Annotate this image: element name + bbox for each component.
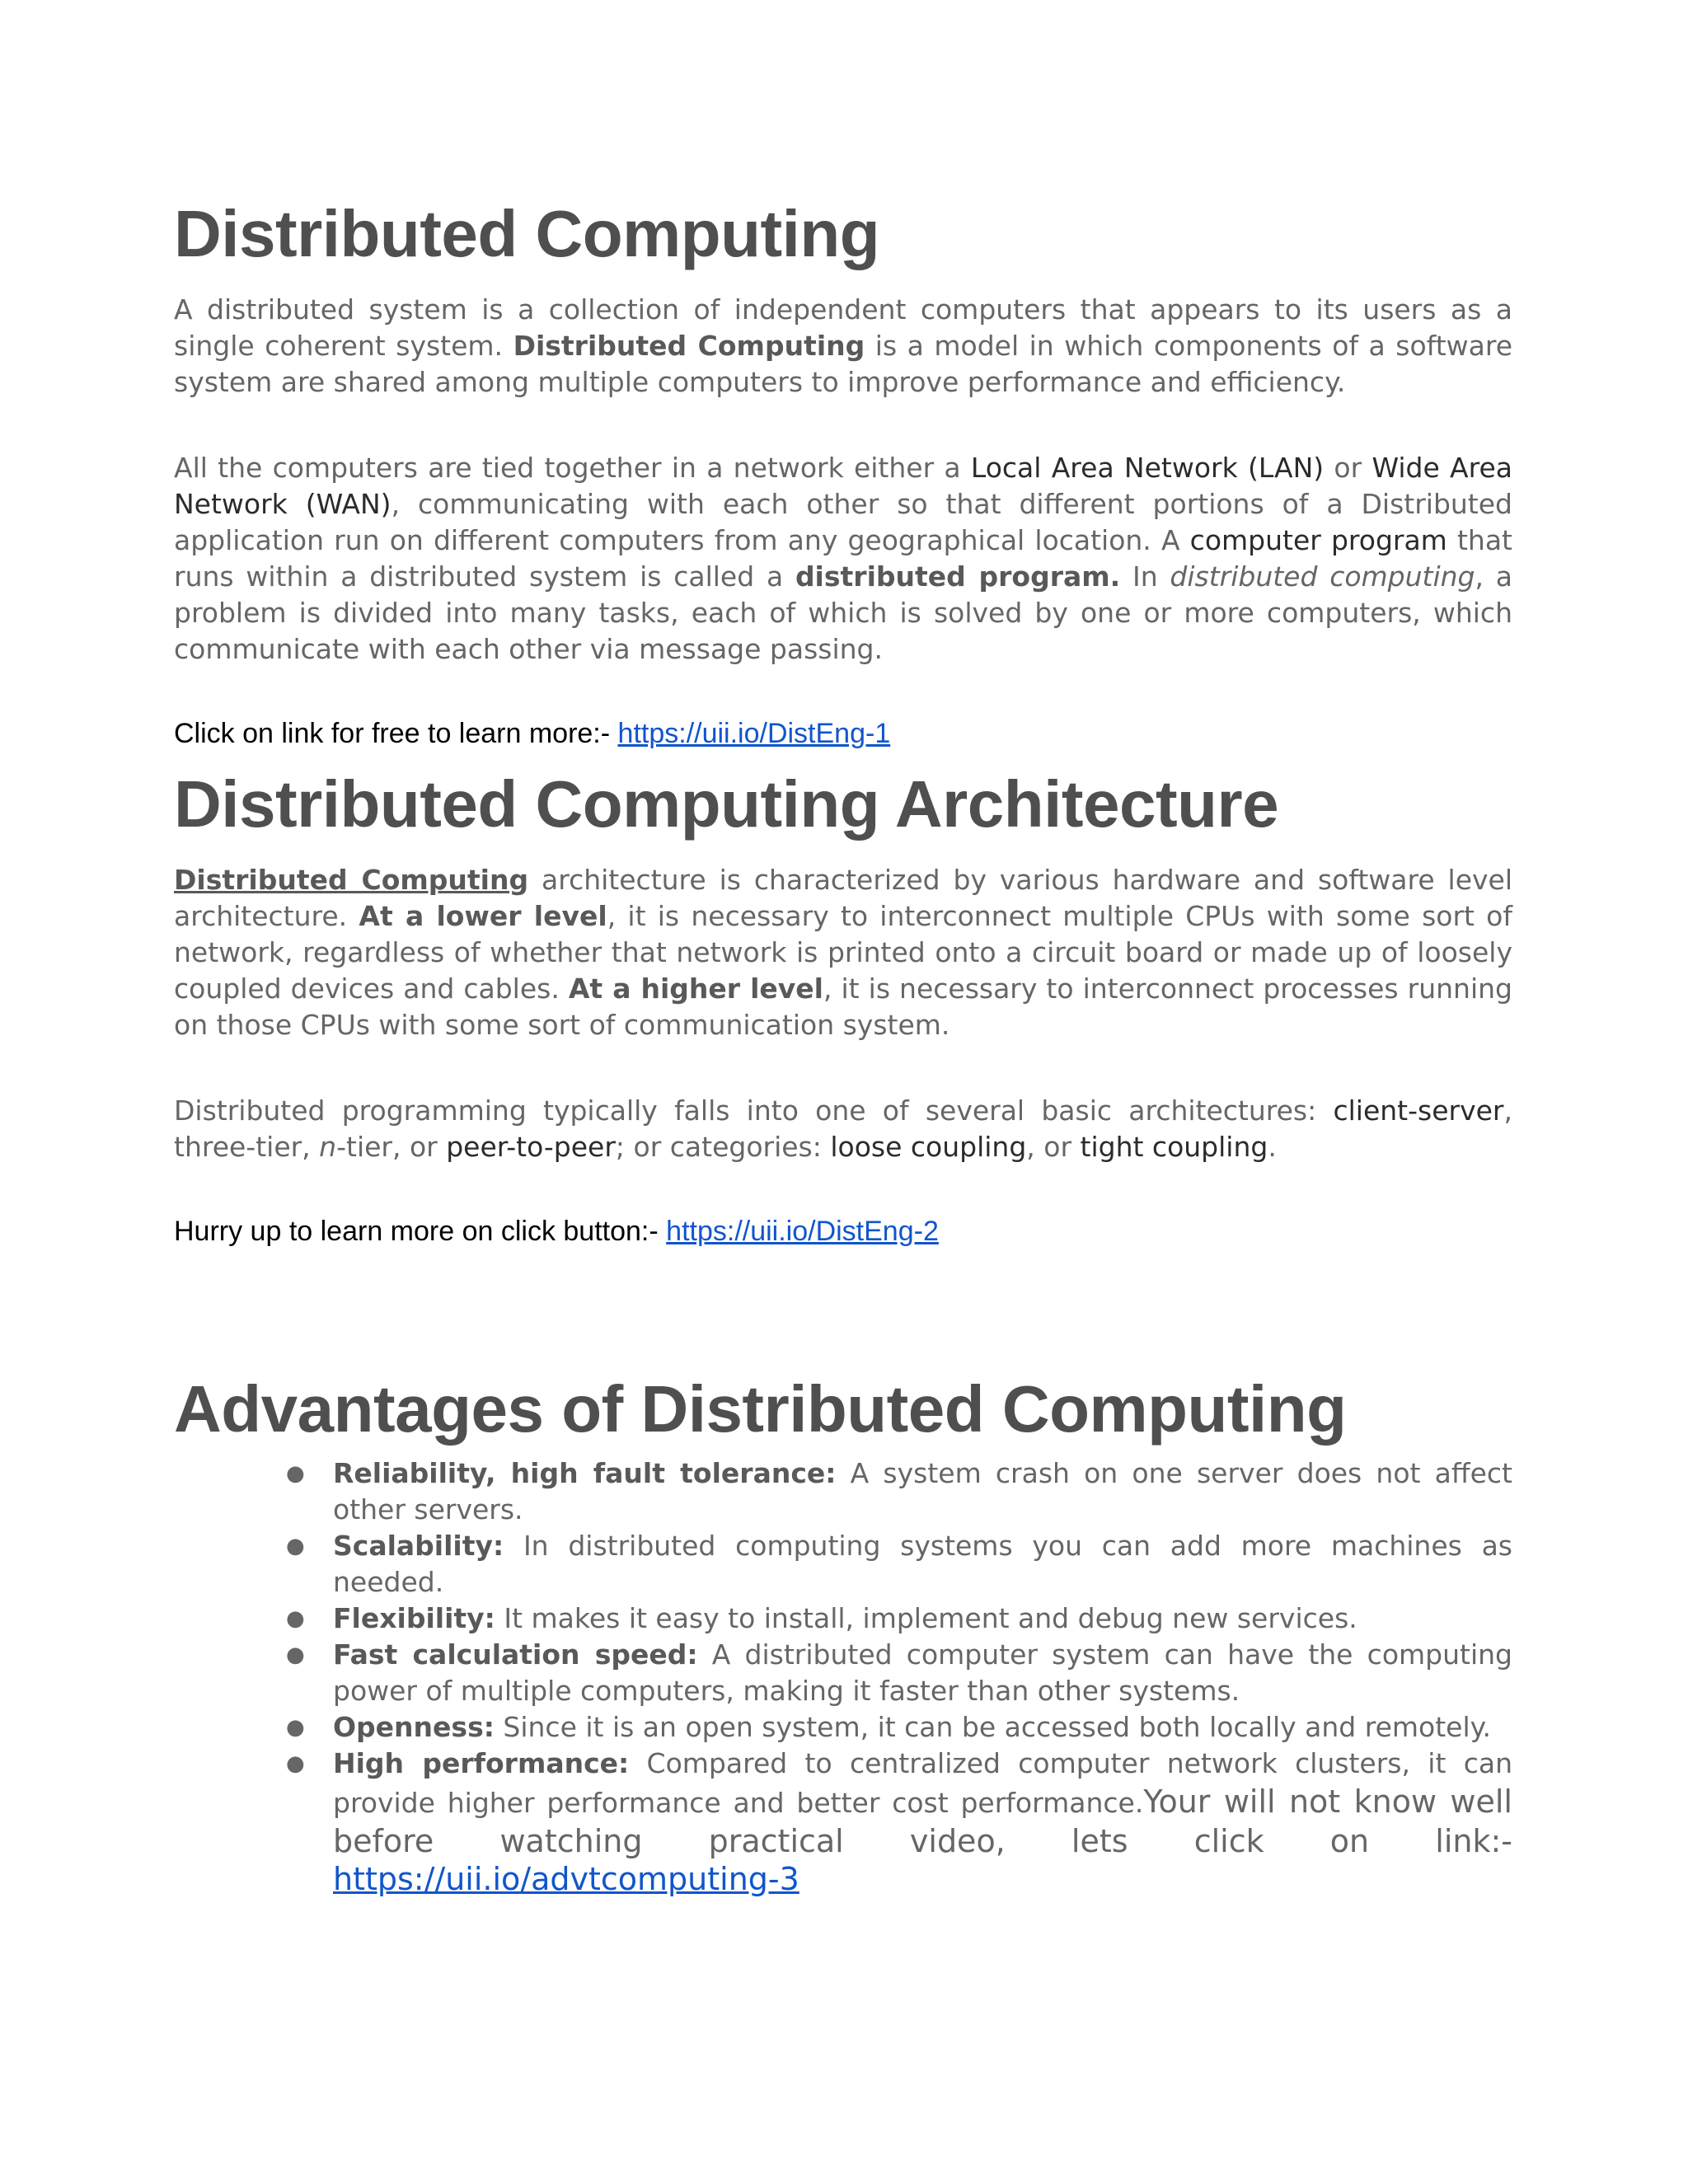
- item-text: It makes it easy to install, implement and debug new services.: [495, 1602, 1357, 1634]
- bold-term: At a lower level: [359, 900, 607, 932]
- text-span: , it is necessary to interconnect multiple CPUs with some sort of network, regardless of whether that network is printed onto a circuit board or made up of loosely coupled devices and cables.: [174, 900, 1512, 1005]
- bold-term: At a higher level: [568, 972, 823, 1005]
- term-wan: Wide Area Network (WAN): [174, 452, 1512, 520]
- text-span: or: [1324, 452, 1372, 484]
- list-item: [174, 1637, 1512, 1709]
- term-lan: Local Area Network (LAN): [970, 452, 1325, 484]
- text-span: , it is necessary to interconnect processes running on those CPUs with some sort of communication system.: [174, 972, 1512, 1041]
- item-label: Scalability:: [333, 1530, 504, 1562]
- heading-architecture: Distributed Computing Architecture: [174, 767, 1279, 841]
- video-prompt-text: Your will not know well before watching practical video, lets click on link:-: [333, 1783, 1512, 1859]
- paragraph-definition: [174, 292, 1512, 401]
- text-span: is a model in which components of a software system are shared among multiple computers to improve performance and efficiency.: [174, 330, 1512, 398]
- link-advtcomputing-3[interactable]: https://uii.io/advtcomputing-3: [333, 1861, 799, 1897]
- link-disteng-2[interactable]: https://uii.io/DistEng-2: [666, 1216, 939, 1247]
- text-span: , three-tier,: [174, 1094, 1512, 1163]
- text-span: Distributed programming typically falls into one of several basic architectures:: [174, 1094, 1334, 1127]
- text-span: that runs within a distributed system is called a: [174, 524, 1512, 593]
- item-label: Flexibility:: [333, 1602, 495, 1634]
- cta-text: Click on link for free to learn more:-: [174, 718, 618, 749]
- text-span: All the computers are tied together in a network either a: [174, 452, 971, 484]
- cta-line-1: [174, 715, 1512, 752]
- item-text: Compared to centralized computer network clusters, it can provide higher performance and better cost performance.: [333, 1747, 1512, 1819]
- text-span: .: [1268, 1131, 1277, 1163]
- list-item: [174, 1709, 1512, 1746]
- term-peer-to-peer: peer-to-peer: [446, 1131, 616, 1163]
- italic-term: distributed computing: [1170, 560, 1475, 593]
- bold-term: distributed program.: [795, 560, 1121, 593]
- text-span: architecture is characterized by various hardware and software level architecture.: [174, 864, 1513, 932]
- paragraph-architecture: [174, 862, 1512, 1043]
- term-client-server: client-server: [1333, 1094, 1504, 1127]
- list-item: [174, 1455, 1512, 1528]
- link-disteng-1[interactable]: https://uii.io/DistEng-1: [617, 718, 891, 749]
- item-text: Since it is an open system, it can be accessed both locally and remotely.: [494, 1711, 1491, 1743]
- text-span: -tier, or: [336, 1131, 447, 1163]
- bold-term: Distributed Computing: [513, 330, 865, 362]
- cta-text: Hurry up to learn more on click button:-: [174, 1216, 667, 1247]
- item-label: High performance:: [333, 1747, 630, 1779]
- text-span: ; or categories:: [615, 1131, 831, 1163]
- text-span: , or: [1026, 1131, 1081, 1163]
- term-tight-coupling: tight coupling: [1080, 1131, 1268, 1163]
- list-item: [174, 1528, 1512, 1601]
- text-span: , a problem is divided into many tasks, each of which is solved by one or more computers, which communicate with each other via message passing.: [174, 560, 1512, 665]
- underlined-term: Distributed Computing: [174, 864, 529, 896]
- term-loose-coupling: loose coupling: [830, 1131, 1027, 1163]
- advantages-list: [174, 1455, 1512, 1899]
- text-span: A distributed system is a collection of independent computers that appears to its users as a single coherent system.: [174, 293, 1512, 362]
- item-text: In distributed computing systems you can add more machines as needed.: [333, 1530, 1512, 1598]
- item-text: A system crash on one server does not affect other servers.: [333, 1457, 1512, 1526]
- term-computer-program: computer program: [1189, 524, 1447, 556]
- text-span: In: [1120, 560, 1170, 593]
- item-label: Openness:: [333, 1711, 495, 1743]
- italic-term: n: [319, 1131, 337, 1163]
- paragraph-programming: [174, 1093, 1512, 1165]
- list-item: [174, 1601, 1512, 1637]
- paragraph-network: [174, 450, 1512, 668]
- item-label: Reliability, high fault tolerance:: [333, 1457, 837, 1489]
- item-label: Fast calculation speed:: [333, 1638, 698, 1671]
- text-span: , communicating with each other so that different portions of a Distributed application run on different computers from any geographical location. A: [174, 488, 1512, 556]
- heading-distributed-computing: Distributed Computing: [174, 197, 880, 270]
- item-text: A distributed computer system can have the computing power of multiple computers, making it faster than other systems.: [333, 1638, 1512, 1707]
- cta-line-2: [174, 1213, 1512, 1249]
- list-item: [174, 1746, 1512, 1899]
- heading-advantages: Advantages of Distributed Computing: [174, 1372, 1347, 1446]
- document-content: [174, 198, 1512, 1899]
